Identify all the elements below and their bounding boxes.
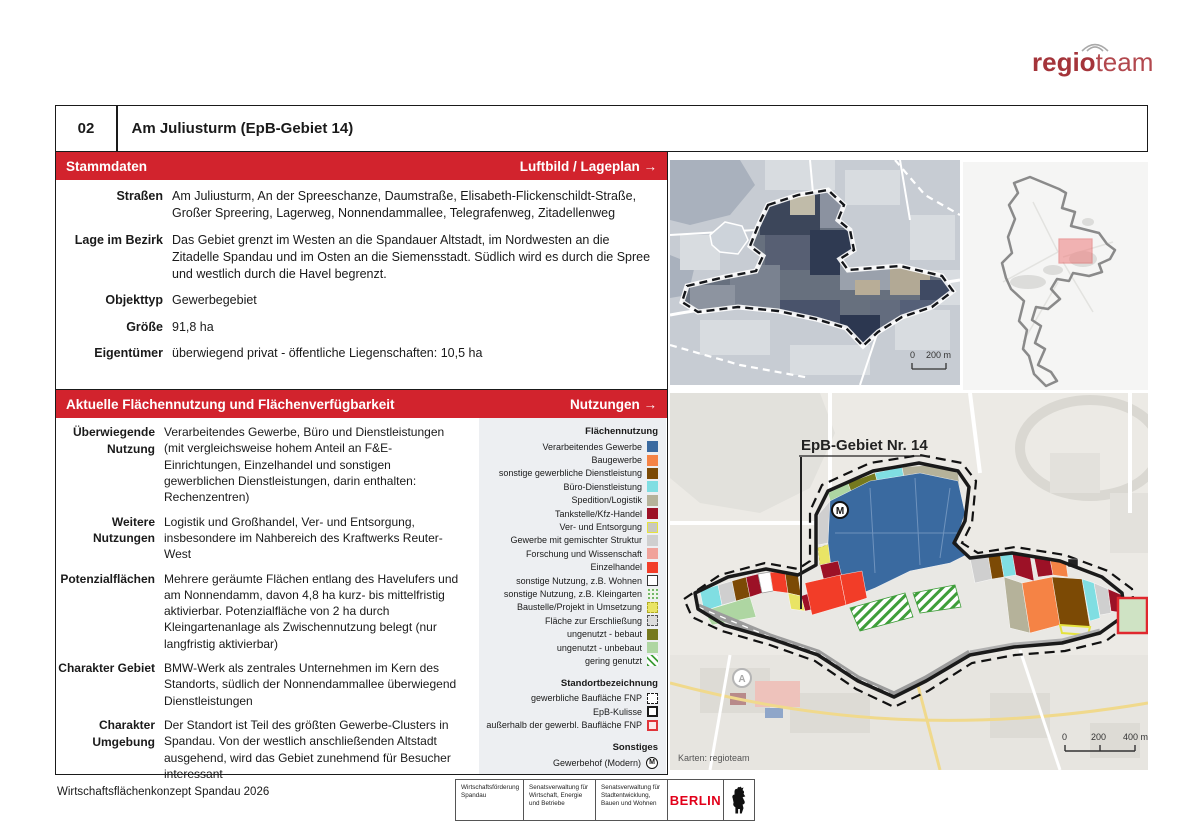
lageplan-highlight xyxy=(1059,239,1092,263)
swatch-kleingarten xyxy=(647,588,658,599)
logo-text: regioteam xyxy=(1032,47,1154,77)
logo-senat-stadtentwicklung: Senatsverwaltung für Stadtentwicklung, Bauen und Wohnen xyxy=(596,780,668,820)
svg-text:0: 0 xyxy=(910,350,916,360)
field-label: Lage im Bezirk xyxy=(74,232,163,247)
page-title: Am Juliusturm (EpB-Gebiet 14) xyxy=(131,120,354,137)
field-objekttyp xyxy=(60,292,657,309)
field-value: Logistik und Großhandel, Ver- und Entsorgung, insbesondere im Nahbereich des Kraftwerks Reuter-West xyxy=(164,514,443,562)
swatch-sonstige-gewerbliche xyxy=(647,468,658,479)
svg-text:M: M xyxy=(835,506,845,517)
field-value: Verarbeitendes Gewerbe, Büro und Dienstleistungen (mit vergleichsweise hohem Anteil an F&E-Einrichtungen, Einzelhandel und sonstigen gewerblichen Dienstleistungen, darin enthalten: Rechenzentren) xyxy=(164,425,445,505)
luftbild-panel xyxy=(670,160,960,385)
svg-text:0: 0 xyxy=(1062,732,1068,742)
field-charakter-gebiet xyxy=(56,660,475,709)
gewerbehof-marker-icon: M xyxy=(646,757,658,769)
field-weitere-nutzungen xyxy=(56,514,475,563)
swatch-ungenutzt-unbebaut xyxy=(647,642,658,653)
legend-title-standort: Standortbezeichnung xyxy=(560,677,658,689)
title-row xyxy=(55,105,1148,152)
nutzung-banner xyxy=(56,390,667,418)
regioteam-logo xyxy=(1030,38,1170,78)
svg-text:200 m: 200 m xyxy=(926,350,952,360)
nutzung-banner-title: Aktuelle Flächennutzung und Flächenverfügbarkeit xyxy=(66,396,395,412)
field-label: Potenzialflächen xyxy=(60,571,155,586)
field-label: Objekttyp xyxy=(105,293,163,308)
legend-item: Einzelhandel xyxy=(481,561,658,574)
lageplan-map xyxy=(963,162,1148,390)
map-credit: Karten: regioteam xyxy=(678,753,750,763)
stammdaten-section xyxy=(55,152,668,390)
legend-item: sonstige Nutzung, z.B. Wohnen xyxy=(481,574,658,587)
legend-item: gering genutzt xyxy=(481,654,658,667)
nutzung-banner-link: Nutzungen → xyxy=(570,396,657,412)
swatch-forschung xyxy=(647,548,658,559)
lageplan-panel xyxy=(963,162,1148,390)
field-label: Straßen xyxy=(116,189,163,203)
nutzungen-map-panel xyxy=(670,393,1148,770)
field-value: Der Standort ist Teil des größten Gewerbe-Clusters in Spandau. Von der westlich anschließenden Altstadt ausgehend, wird das Gebiet zunehmend für Besucher interessant xyxy=(164,718,451,781)
legend-item: Baustelle/Projekt in Umsetzung xyxy=(481,601,658,614)
gewerbehof-marker xyxy=(832,502,848,518)
legend-item: ungenutzt - unbebaut xyxy=(481,641,658,654)
swatch-epb-kulisse xyxy=(647,706,658,717)
legend-item: EpB-Kulisse xyxy=(481,705,658,718)
swatch-wohnen xyxy=(647,575,658,586)
logo-wirtschaftsfoerderung: Wirtschaftsförderung Spandau xyxy=(456,780,524,820)
swatch-verarbeitendes-gewerbe xyxy=(647,441,658,452)
regioteam-logo-svg xyxy=(1030,38,1170,78)
field-ueberwiegende-nutzung xyxy=(56,424,475,506)
berlin-bear-icon xyxy=(724,780,754,820)
berlin-wordmark: BERLIN xyxy=(668,780,724,820)
field-value: Mehrere geräumte Flächen entlang des Havelufers und am Nonnendamm, davon 4,8 ha kurz- bis mittelfristig aktivierbar. Potenzialfläche von 2 ha durch Kleingartenanlage als Zwischennutzung belegt (nur langfristig aktivierbar) xyxy=(164,571,459,651)
field-value: Am Juliusturm, An der Spreeschanze, Daumstraße, Elisabeth-Flickenschildt-Straße, Großer Spreering, Lagerweg, Nonnendammallee, Telegrafenweg, Zitadellenweg xyxy=(172,189,637,221)
legend-item: Forschung und Wissenschaft xyxy=(481,547,658,560)
legend-item: gewerbliche Baufläche FNP xyxy=(481,692,658,705)
field-label: Charakter Gebiet xyxy=(58,661,155,676)
field-label: Größe xyxy=(126,319,163,334)
legend-item: Ver- und Entsorgung xyxy=(481,520,658,533)
swatch-ungenutzt-bebaut xyxy=(647,629,658,640)
legend-item: Fläche zur Erschließung xyxy=(481,614,658,627)
field-groesse xyxy=(60,319,657,336)
legend-item: sonstige gewerbliche Dienstleistung xyxy=(481,467,658,480)
swatch-einzelhandel xyxy=(647,562,658,573)
nutzung-fields xyxy=(56,418,479,781)
field-eigentuemer xyxy=(60,345,657,362)
swatch-ver-entsorgung xyxy=(647,522,658,533)
legend-item: Büro-Dienstleistung xyxy=(481,480,658,493)
swatch-baustelle xyxy=(647,602,658,613)
swatch-gering-genutzt xyxy=(647,655,658,666)
swatch-spedition xyxy=(647,495,658,506)
nutzung-section xyxy=(55,390,668,781)
swatch-erschliessung xyxy=(647,615,658,626)
field-value: BMW-Werk als zentrales Unternehmen im Kern des Standorts, südlich der Nonnendammallee überwiegend Dienstleistungen xyxy=(164,661,457,708)
swatch-tankstelle xyxy=(647,508,658,519)
legend-item: ungenutzt - bebaut xyxy=(481,627,658,640)
svg-text:200: 200 xyxy=(1091,732,1107,742)
legend-item: Gewerbehof (Modern) M xyxy=(481,756,658,769)
field-charakter-umgebung xyxy=(56,717,475,782)
field-label: Charakter Umgebung xyxy=(92,718,155,749)
stammdaten-banner-link: Luftbild / Lageplan → xyxy=(519,158,657,174)
svg-text:400 m: 400 m xyxy=(1123,732,1148,742)
area-label: EpB-Gebiet Nr. 14 xyxy=(801,437,928,454)
stammdaten-fields xyxy=(56,180,667,375)
swatch-ausserhalb-fnp xyxy=(647,720,658,731)
ausserhalb-fnp-area xyxy=(1118,598,1147,633)
footer-title: Wirtschaftsflächenkonzept Spandau 2026 xyxy=(57,786,270,798)
nutzungen-map xyxy=(670,393,1148,770)
stammdaten-banner-title: Stammdaten xyxy=(66,158,148,174)
legend-item: Gewerbe mit gemischter Struktur xyxy=(481,534,658,547)
swatch-baugewerbe xyxy=(647,455,658,466)
legend-item: außerhalb der gewerbl. Baufläche FNP xyxy=(481,718,658,731)
field-label: Überwiegende Nutzung xyxy=(72,425,155,456)
stammdaten-banner xyxy=(56,152,667,180)
luftbild-map xyxy=(670,160,960,385)
field-value: Gewerbegebiet xyxy=(172,293,257,308)
footer-logos xyxy=(455,779,755,821)
legend-item: Verarbeitendes Gewerbe xyxy=(481,440,658,453)
legend-item: sonstige Nutzung, z.B. Kleingarten xyxy=(481,587,658,600)
field-label: Weitere Nutzungen xyxy=(93,514,155,546)
map-legend xyxy=(479,418,666,774)
legend-item: Tankstelle/Kfz-Handel xyxy=(481,507,658,520)
field-potenzialflaechen xyxy=(56,571,475,653)
legend-title-flaechennutzung: Flächennutzung xyxy=(585,426,658,437)
nutzung-body xyxy=(56,418,667,781)
field-label: Eigentümer xyxy=(94,345,163,360)
field-lage xyxy=(60,232,657,284)
legend-item: Baugewerbe xyxy=(481,453,658,466)
field-value: Das Gebiet grenzt im Westen an die Spandauer Altstadt, im Nordwesten an die Zitadelle Spandau und im Osten an die Siemensstadt. Südlich wird es durch die Spree und westlich durch die Havel begrenzt. xyxy=(172,232,651,281)
field-value: überwiegend privat - öffentliche Liegenschaften: 10,5 ha xyxy=(172,345,483,360)
swatch-gemischte-struktur xyxy=(647,535,658,546)
altstadt-marker: A xyxy=(738,674,746,685)
legend-title-sonstiges: Sonstiges xyxy=(612,741,658,753)
field-value: 91,8 ha xyxy=(172,319,214,334)
legend-item: Spedition/Logistik xyxy=(481,494,658,507)
logo-senat-wirtschaft: Senatsverwaltung für Wirtschaft, Energie und Betriebe xyxy=(524,780,596,820)
swatch-bauflaeche-fnp xyxy=(647,693,658,704)
swatch-buero xyxy=(647,481,658,492)
field-strassen xyxy=(60,188,657,223)
sheet-number: 02 xyxy=(77,120,95,137)
